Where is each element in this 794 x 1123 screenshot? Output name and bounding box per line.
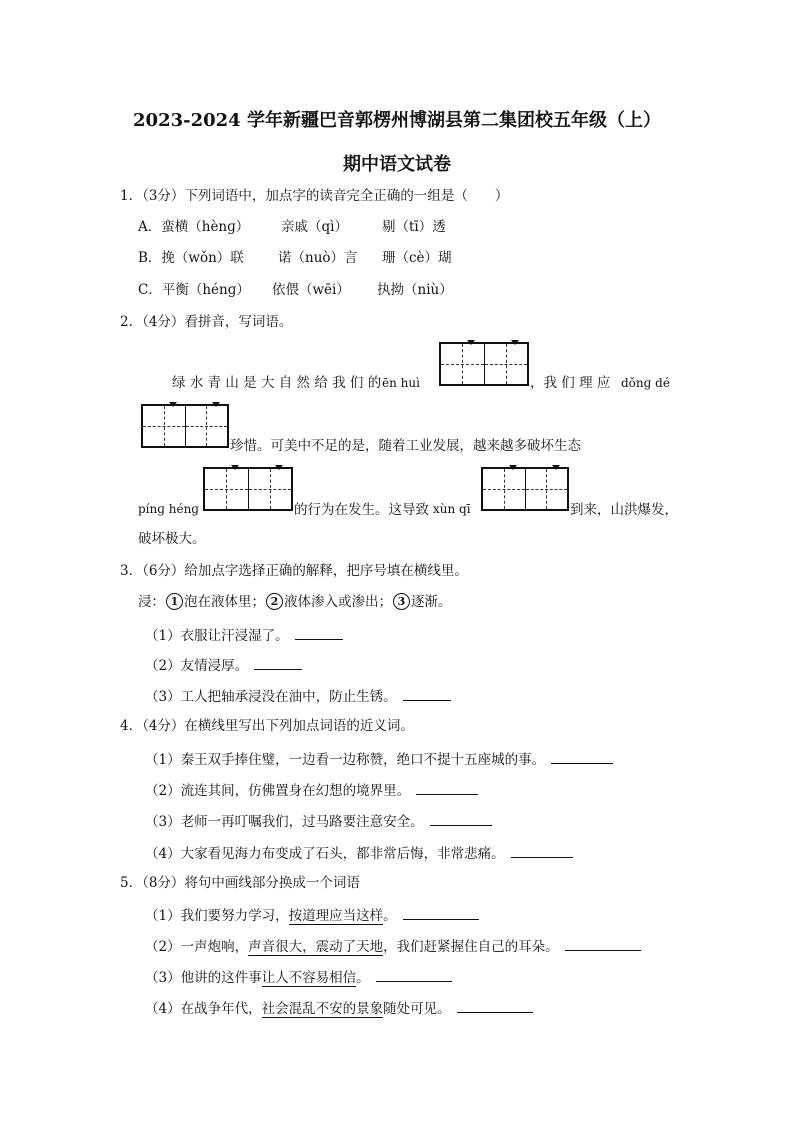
answer-blank[interactable] [511,843,573,858]
circled-1: 1 [166,593,183,610]
q1-option-c-1: C．平衡（hénɡ） [138,282,250,298]
q2-line3-mid: 的行为在发生。这导致 [294,502,429,518]
answer-blank[interactable] [565,936,641,951]
answer-blank[interactable] [416,780,478,795]
q2-pinyin-ping-heng: pínɡ hénɡ [138,502,199,516]
answer-blank[interactable] [457,998,533,1013]
q3-definitions: 浸： 1 泡在液体里； 2 液体渗入或渗出； 3 逐渐。 [138,594,452,610]
q1-option-b-1: B．挽（wǒn）联 [138,250,244,266]
q5-item-3: （3）他讲的这件事让人不容易相信。 [145,967,452,987]
q5-item-4: （4）在战争年代，社会混乱不安的景象随处可见。 [145,998,533,1018]
q5-item-2: （2）一声炮响，声音很大，震动了天地，我们赶紧握住自己的耳朵。 [145,936,641,956]
answer-blank[interactable] [376,967,452,982]
q1-stem: 1．（3分）下列词语中，加点字的读音完全正确的一组是（ ） [120,188,509,204]
q2-line3-tail: 到来，山洪爆发， [570,502,678,518]
answer-blank[interactable] [403,905,479,920]
q2-stem: 2．（4分）看拼音，写词语。 [120,314,293,330]
q4-item-3: （3）老师一再叮嘱我们，过马路要注意安全。 [145,811,492,831]
q2-pinyin-en-hui: ēn huì [382,376,420,390]
q4-item-1: （1）秦王双手捧住璧，一边看一边称赞，绝口不提十五座城的事。 [145,749,613,769]
answer-grid-2[interactable] [141,404,229,448]
q2-line2-text: 珍惜。可美中不足的是，随着工业发展，越来越多破坏生态 [230,438,581,454]
answer-blank[interactable] [295,625,343,640]
q4-item-2: （2）流连其间，仿佛置身在幻想的境界里。 [145,780,478,800]
q3-item-1: （1）衣服让汗浸湿了。 [145,625,343,645]
q4-stem: 4．（4分）在横线里写出下列加点词语的近义词。 [120,718,414,734]
answer-grid-3[interactable] [203,467,293,511]
q3-item-3: （3）工人把轴承浸没在油中，防止生锈。 [145,686,451,706]
answer-blank[interactable] [254,655,302,670]
q1-option-a-3: 剔（tī）透 [382,219,446,235]
q1-option-b-2: 诺（nuò）言 [278,250,358,266]
answer-grid-1[interactable] [439,342,529,386]
answer-blank[interactable] [551,749,613,764]
q4-item-4: （4）大家看见海力布变成了石头，都非常后悔，非常悲痛。 [145,843,573,863]
q1-option-a-2: 亲戚（qì） [281,219,348,235]
q2-line4: 破坏极大。 [138,531,206,547]
q1-option-c-3: 执拗（niù） [377,282,453,298]
circled-3: 3 [393,593,410,610]
q1-option-b-3: 珊（cè）瑚 [382,250,452,266]
q2-line1-tail: ，我 们 理 应 [530,375,611,391]
exam-title-line1: 2023-2024 学年新疆巴音郭楞州博湖县第二集团校五年级（上） [133,110,661,131]
q5-item-1: （1）我们要努力学习，按道理应当这样。 [145,905,479,925]
q5-stem: 5．（8分）将句中画线部分换成一个词语 [120,875,360,891]
q1-option-a-1: A．蛮横（hènɡ） [138,219,250,235]
circled-2: 2 [266,593,283,610]
q3-stem: 3．（6分）给加点字选择正确的解释，把序号填在横线里。 [120,563,468,579]
q2-pinyin-dong-de: dǒnɡ dé [621,376,670,390]
q1-option-c-2: 依偎（wēi） [272,282,350,298]
q2-line1-text: 绿 水 青 山 是 大 自 然 给 我 们 的 [172,375,382,391]
answer-blank[interactable] [403,686,451,701]
q3-item-2: （2）友情浸厚。 [145,655,302,675]
exam-title-line2: 期中语文试卷 [343,154,451,175]
q2-pinyin-xun-qi: xùn qī [433,502,471,516]
answer-blank[interactable] [430,811,492,826]
answer-grid-4[interactable] [481,467,569,511]
